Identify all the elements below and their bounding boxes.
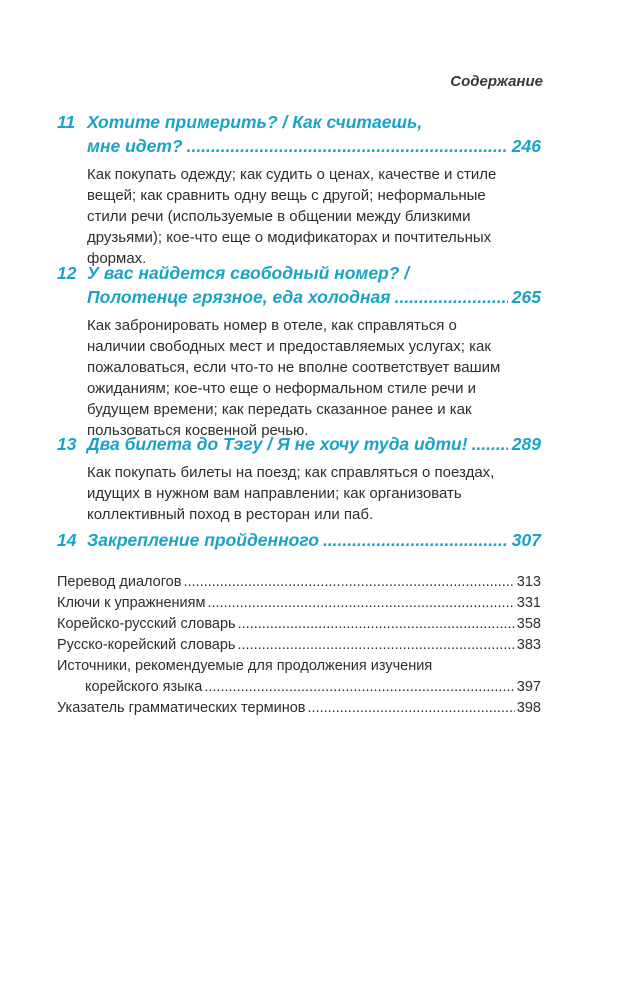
dot-leader — [204, 677, 514, 698]
running-head: Содержание — [450, 73, 543, 90]
description-line: наличии свободных мест и предоставляемых услугах; как — [87, 338, 491, 355]
chapter-title-line — [57, 110, 541, 134]
appendix-page-number: 313 — [516, 574, 541, 590]
description-line: вещей; как сравнить одну вещь с другой; неформальные — [87, 187, 486, 204]
toc-appendix-item[interactable] — [57, 698, 541, 719]
appendix-page-number: 331 — [516, 595, 541, 611]
chapter-number: 13 — [57, 434, 77, 454]
toc-appendix-item[interactable] — [57, 635, 541, 656]
chapter-title-line — [57, 261, 541, 285]
toc-appendix-item[interactable] — [57, 656, 541, 677]
appendix-page-number: 398 — [516, 700, 541, 716]
chapter-title: Закрепление пройденного — [87, 530, 319, 550]
description-line: пользоваться косвенной речью. — [87, 422, 309, 439]
dot-leader — [238, 614, 515, 635]
chapter-page-number: 246 — [511, 136, 541, 156]
appendix-title: Источники, рекомендуемые для продолжения изучения — [57, 658, 433, 674]
chapter-description — [87, 164, 541, 269]
description-line: Как покупать билеты на поезд; как справляться о поездах, — [87, 464, 495, 481]
toc-chapter-13[interactable] — [57, 432, 541, 525]
appendix-page-number: 383 — [516, 637, 541, 653]
dot-leader — [183, 572, 514, 593]
toc-appendix-item[interactable] — [57, 614, 541, 635]
appendix-title: Указатель грамматических терминов — [57, 700, 306, 716]
chapter-description — [87, 315, 541, 441]
toc-chapter-11[interactable] — [57, 110, 541, 269]
dot-leader — [323, 528, 508, 552]
dot-leader — [308, 698, 515, 719]
appendix-title: Русско-корейский словарь — [57, 637, 236, 653]
description-line: коллективный поход в ресторан или паб. — [87, 506, 374, 523]
chapter-page-number: 307 — [511, 530, 541, 550]
chapter-title-line — [57, 285, 541, 309]
toc-appendix-item[interactable] — [57, 572, 541, 593]
chapter-page-number: 265 — [511, 287, 541, 307]
dot-leader — [187, 134, 508, 158]
chapter-number: 14 — [57, 530, 77, 550]
chapter-title-line — [57, 432, 541, 456]
chapter-title-continued: Полотенце грязное, еда холодная — [87, 287, 391, 307]
chapter-title: Хотите примерить? / Как считаешь, — [87, 112, 423, 132]
description-line: идущих в нужном вам направлении; как организовать — [87, 485, 462, 502]
description-line: друзьями); кое-что еще о модификаторах и почтительных — [87, 229, 492, 246]
dot-leader — [472, 432, 508, 456]
chapter-title: Два билета до Тэгу / Я не хочу туда идти! — [87, 434, 468, 454]
chapter-title: У вас найдется свободный номер? / — [87, 263, 410, 283]
chapter-number: 12 — [57, 263, 77, 283]
dot-leader — [237, 635, 514, 656]
chapter-page-number: 289 — [511, 434, 541, 454]
description-line: Как покупать одежду; как судить о ценах, качестве и стиле — [87, 166, 497, 183]
appendix-title: Перевод диалогов — [57, 574, 182, 590]
chapter-title-continued: мне идет? — [87, 136, 183, 156]
description-line: стили речи (используемые в общении между близкими — [87, 208, 471, 225]
chapter-title-line — [57, 134, 541, 158]
toc-appendices — [57, 572, 541, 719]
dot-leader — [395, 285, 508, 309]
description-line: формах. — [87, 250, 147, 267]
chapter-title-line — [57, 528, 541, 552]
toc-appendix-item[interactable] — [57, 593, 541, 614]
chapter-number: 11 — [57, 112, 76, 132]
toc-appendix-item-continued[interactable] — [57, 677, 541, 698]
appendix-title-continued: корейского языка — [85, 679, 203, 695]
appendix-title: Корейско-русский словарь — [57, 616, 236, 632]
dot-leader — [207, 593, 514, 614]
toc-chapter-14[interactable] — [57, 528, 541, 552]
chapter-description — [87, 462, 541, 525]
description-line: пожаловаться, если что-то не вполне соответствует вашим — [87, 359, 501, 376]
toc-chapter-12[interactable] — [57, 261, 541, 441]
description-line: ожиданиям; кое-что еще о неформальном стиле речи и — [87, 380, 477, 397]
description-line: Как забронировать номер в отеле, как справляться о — [87, 317, 457, 334]
appendix-page-number: 397 — [516, 679, 541, 695]
appendix-page-number: 358 — [516, 616, 541, 632]
description-line: будущем времени; как передать сказанное ранее и как — [87, 401, 472, 418]
appendix-title: Ключи к упражнениям — [57, 595, 206, 611]
